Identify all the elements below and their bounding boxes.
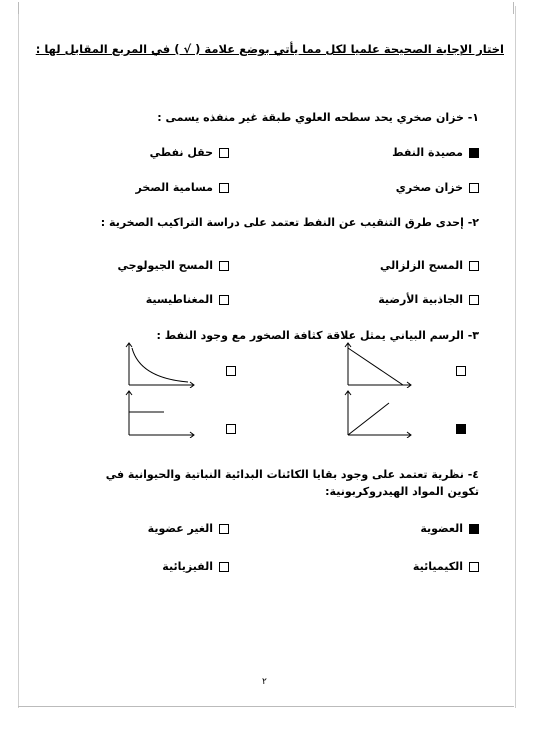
q4-option-2[interactable] [148,522,229,535]
q4-option-3[interactable] [413,560,479,573]
checkbox[interactable] [469,261,479,271]
q3-checkbox-3[interactable] [456,424,466,434]
checkbox-checked[interactable] [469,148,479,158]
option-label: خزان صخري [395,181,463,194]
q3-checkbox-1[interactable] [456,366,466,376]
option-label: المسح الزلزالي [380,259,463,272]
q1-option-3[interactable] [396,181,479,194]
q1-option-4[interactable] [136,181,229,194]
question-3: ٣- الرسم البياني يمثل علاقة كثافة الصخور مع وجود النفط : [156,329,479,342]
question-4: ٤- نظرية تعتمد على وجود بقايا الكائنات البدائية النباتية والحيوانية في تكوين المواد الهيدروكربونية: [105,468,479,498]
corner-mark [501,2,514,14]
checkbox-checked[interactable] [469,524,479,534]
checkbox[interactable] [469,562,479,572]
option-label: مسامية الصخر [135,181,213,194]
checkbox[interactable] [219,562,229,572]
curved-decreasing-line-icon [124,340,196,388]
q2-option-2[interactable] [117,259,229,272]
question-2: ٢- إحدى طرق التنقيب عن النفط تعتمد على دراسة التراكيب الصخرية : [100,216,479,229]
option-label: العضوية [420,522,463,535]
option-label: الجاذبية الأرضية [378,293,463,306]
q1-option-1[interactable] [392,146,479,159]
checkbox[interactable] [219,183,229,193]
page-number: ٢ [262,677,267,687]
option-label: مصيدة النفط [392,146,463,159]
q4-option-1[interactable] [420,522,479,535]
q3-checkbox-2[interactable] [226,366,236,376]
corner-mark [18,2,31,14]
increasing-line-icon [343,388,413,438]
checkbox[interactable] [219,524,229,534]
checkbox[interactable] [469,183,479,193]
horizontal-line-icon [124,388,196,438]
option-label: الكيميائية [412,560,463,573]
option-label: المغناطيسية [145,293,213,306]
checkbox[interactable] [219,148,229,158]
q2-option-3[interactable] [378,293,479,306]
option-label: حقل نفطي [149,146,213,159]
q1-option-2[interactable] [150,146,229,159]
checkbox[interactable] [219,295,229,305]
q2-option-4[interactable] [146,293,229,306]
q2-option-1[interactable] [380,259,479,272]
question-1: ١- خزان صخري يحد سطحه العلوي طبقة غير منفذه يسمى : [157,111,479,124]
q3-checkbox-4[interactable] [226,424,236,434]
straight-decreasing-line-icon [343,340,413,388]
checkbox[interactable] [469,295,479,305]
bottom-border [18,706,514,707]
option-label: المسح الجيولوجي [117,259,213,272]
q4-option-4[interactable] [162,560,229,573]
instructions-title: اختار الإجابة الصحيحة علميا لكل مما يأتي بوضع علامة ( √ ) في المربع المقابل لها : [35,42,504,56]
checkbox[interactable] [219,261,229,271]
option-label: الفيزيائية [162,560,213,573]
option-label: الغير عضوية [147,522,213,535]
